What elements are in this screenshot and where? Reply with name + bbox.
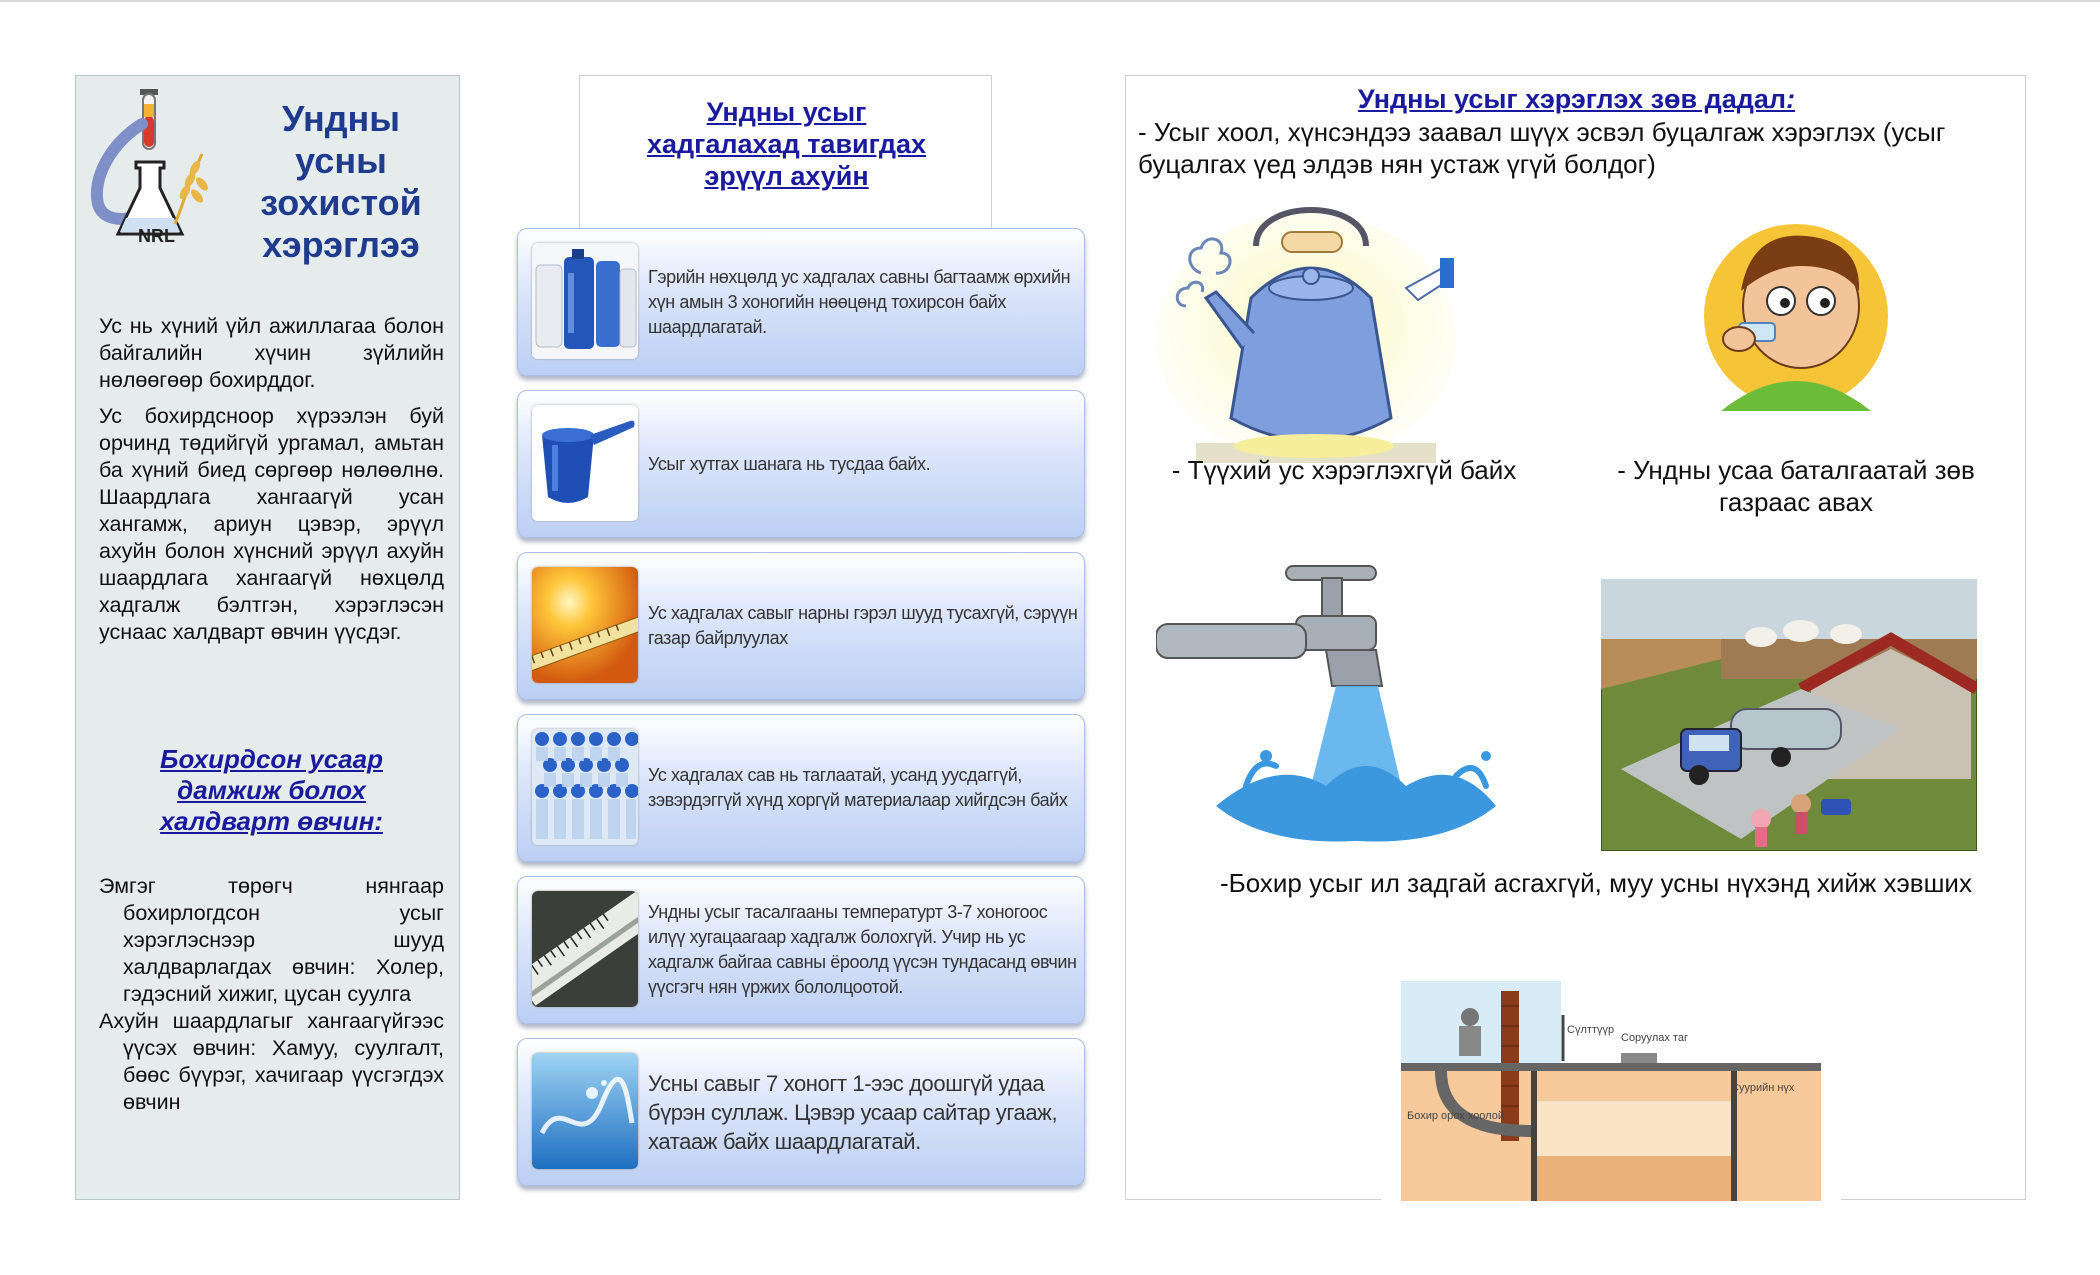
left-panel [75, 75, 460, 1200]
tip-text: Гэрийн нөхцөлд ус хадгалах савны багтаамж өрхийн хүн амын 3 хоногийн нөөцөнд тохирсон байх шаардлагатай. [648, 266, 1071, 337]
raw-water-caption: - Түүхий ус хэрэглэхгүй байх [1171, 455, 1517, 485]
water-bottles-icon [532, 729, 638, 845]
latrine-pit-diagram [1381, 981, 1841, 1201]
tip-card [517, 1038, 1085, 1186]
tip-text: Ус хадгалах сав нь таглаатай, усанд уусдаггүй, зэвэрдэггүй хүнд хоргүй материалаар хийгдсэн байх [648, 765, 1068, 810]
habits-title-text: Ундны усыг хэрэглэх зөв дадал [1357, 84, 1787, 114]
title-line: зохистой [260, 182, 422, 223]
subtitle-line: халдварт өвчин: [160, 806, 383, 836]
tip-card [517, 390, 1085, 538]
tip-card [517, 714, 1085, 862]
storage-title-line: Ундны усыг [706, 97, 867, 127]
top-divider [0, 0, 2100, 2]
title-line: хэрэглээ [262, 224, 420, 265]
diseases-subtitle [99, 744, 444, 837]
pit-label-pit: Суурийн нүх [1731, 1082, 1795, 1094]
water-splash-icon [532, 1053, 638, 1169]
paragraph: Ус нь хүний үйл ажиллагаа болон байгалийн хүчин зүйлийн нөлөөгөөр бохирддог. [99, 314, 444, 392]
pit-label-pipe: Бохир орох хоолой [1407, 1110, 1504, 1122]
disease-list [99, 873, 444, 1116]
title-line: Ундны [281, 98, 401, 139]
tip-text: Усны савыг 7 хоногт 1-ээс доошгүй удаа бүрэн суллаж. Цэвэр усаар сайтар угааж, хатааж байх шаардлагатай. [648, 1070, 1058, 1154]
pit-label-vent: Сүлттүүр [1567, 1024, 1615, 1036]
habits-title [1126, 83, 2027, 115]
subtitle-line: Бохирдсон усаар [160, 744, 383, 774]
tip-card [517, 876, 1085, 1024]
right-panel [1125, 75, 2026, 1200]
sun-thermometer-icon [532, 567, 638, 683]
disease-item: Эмгэг төрөгч нянгаар бохирлогдсон усыг хэрэглэснээр шууд халдварлагдах өвчин: Холер, гэдэсний хижиг, цусан суулга [99, 874, 444, 1006]
paragraph: Ус бохирдсноор хүрээлэн буй орчинд төдийгүй ургамал, амьтан ба хүний биед сөргөөр нөлөөлнө. Шаардлага хангаагүй усан хангамж, ариун цэвэр, эрүүл ахуйн болон хүнсний эрүүл ахуйн шаардлага хангаагүй нөхцөлд хадгалж бэлтгэн, хэрэглэсэн уснаас халдварт өвчин үүсдэг. [99, 404, 444, 644]
dirty-water-caption: -Бохир усыг ил задгай асгахгүй, муу усны нүхэнд хийж хэвших [1220, 868, 1972, 898]
tip-text: Ундны усыг тасалгааны температурт 3-7 хоногоос илүү хугацаагаар хадгалж болохгүй. Учир нь ус хадгалж байгаа савны ёроолд үүсэн тундасанд өвчин үүсгэгч нян үржих бололцоотой. [648, 902, 1077, 997]
safe-source-caption: - Ундны усаа баталгаатай зөв газраас авах [1617, 455, 1975, 517]
running-tap-illustration [1156, 556, 1536, 846]
tip-text: Усыг хутгах шанага нь тусдаа байх. [648, 453, 931, 474]
pit-label-lid: Соруулах таг [1621, 1032, 1688, 1044]
storage-title-line: хадгалахад тавигдах [646, 129, 927, 159]
storage-header-box [579, 75, 992, 235]
water-containers-icon [532, 243, 638, 359]
boy-drinking-water-illustration [1681, 211, 1911, 411]
water-delivery-truck-illustration [1601, 579, 1977, 851]
habits-title-colon: : [1786, 84, 1796, 114]
ladle-icon [532, 405, 638, 521]
tip-text: Ус хадгалах савыг нарны гэрэл шууд тусахгүй, сэрүүн газар байрлуулах [648, 603, 1078, 648]
thermometer-icon [532, 891, 638, 1007]
storage-title [580, 96, 993, 192]
main-title [241, 98, 441, 266]
intro-paragraphs [99, 313, 444, 655]
title-line: усны [295, 140, 387, 181]
logo-text: NRL [138, 226, 175, 246]
tip-card [517, 228, 1085, 376]
tip-card [517, 552, 1085, 700]
storage-title-line: эрүүл ахуйн [704, 161, 869, 191]
nrl-lab-flask-logo [90, 84, 215, 249]
subtitle-line: дамжиж болох [177, 775, 366, 805]
disease-item: Ахуйн шаардлагыг хангаагүйгээс үүсэх өвчин: Хамуу, суулгалт, бөөс бүүрэг, хачигаар үүсгэгдэх өвчин [99, 1009, 444, 1114]
boil-water-instruction: - Усыг хоол, хүнсэндээ заавал шүүх эсвэл буцалгаж хэрэглэх (усыг буцалгах үед элдэв нян устаж үгүй болдог) [1138, 117, 1946, 179]
